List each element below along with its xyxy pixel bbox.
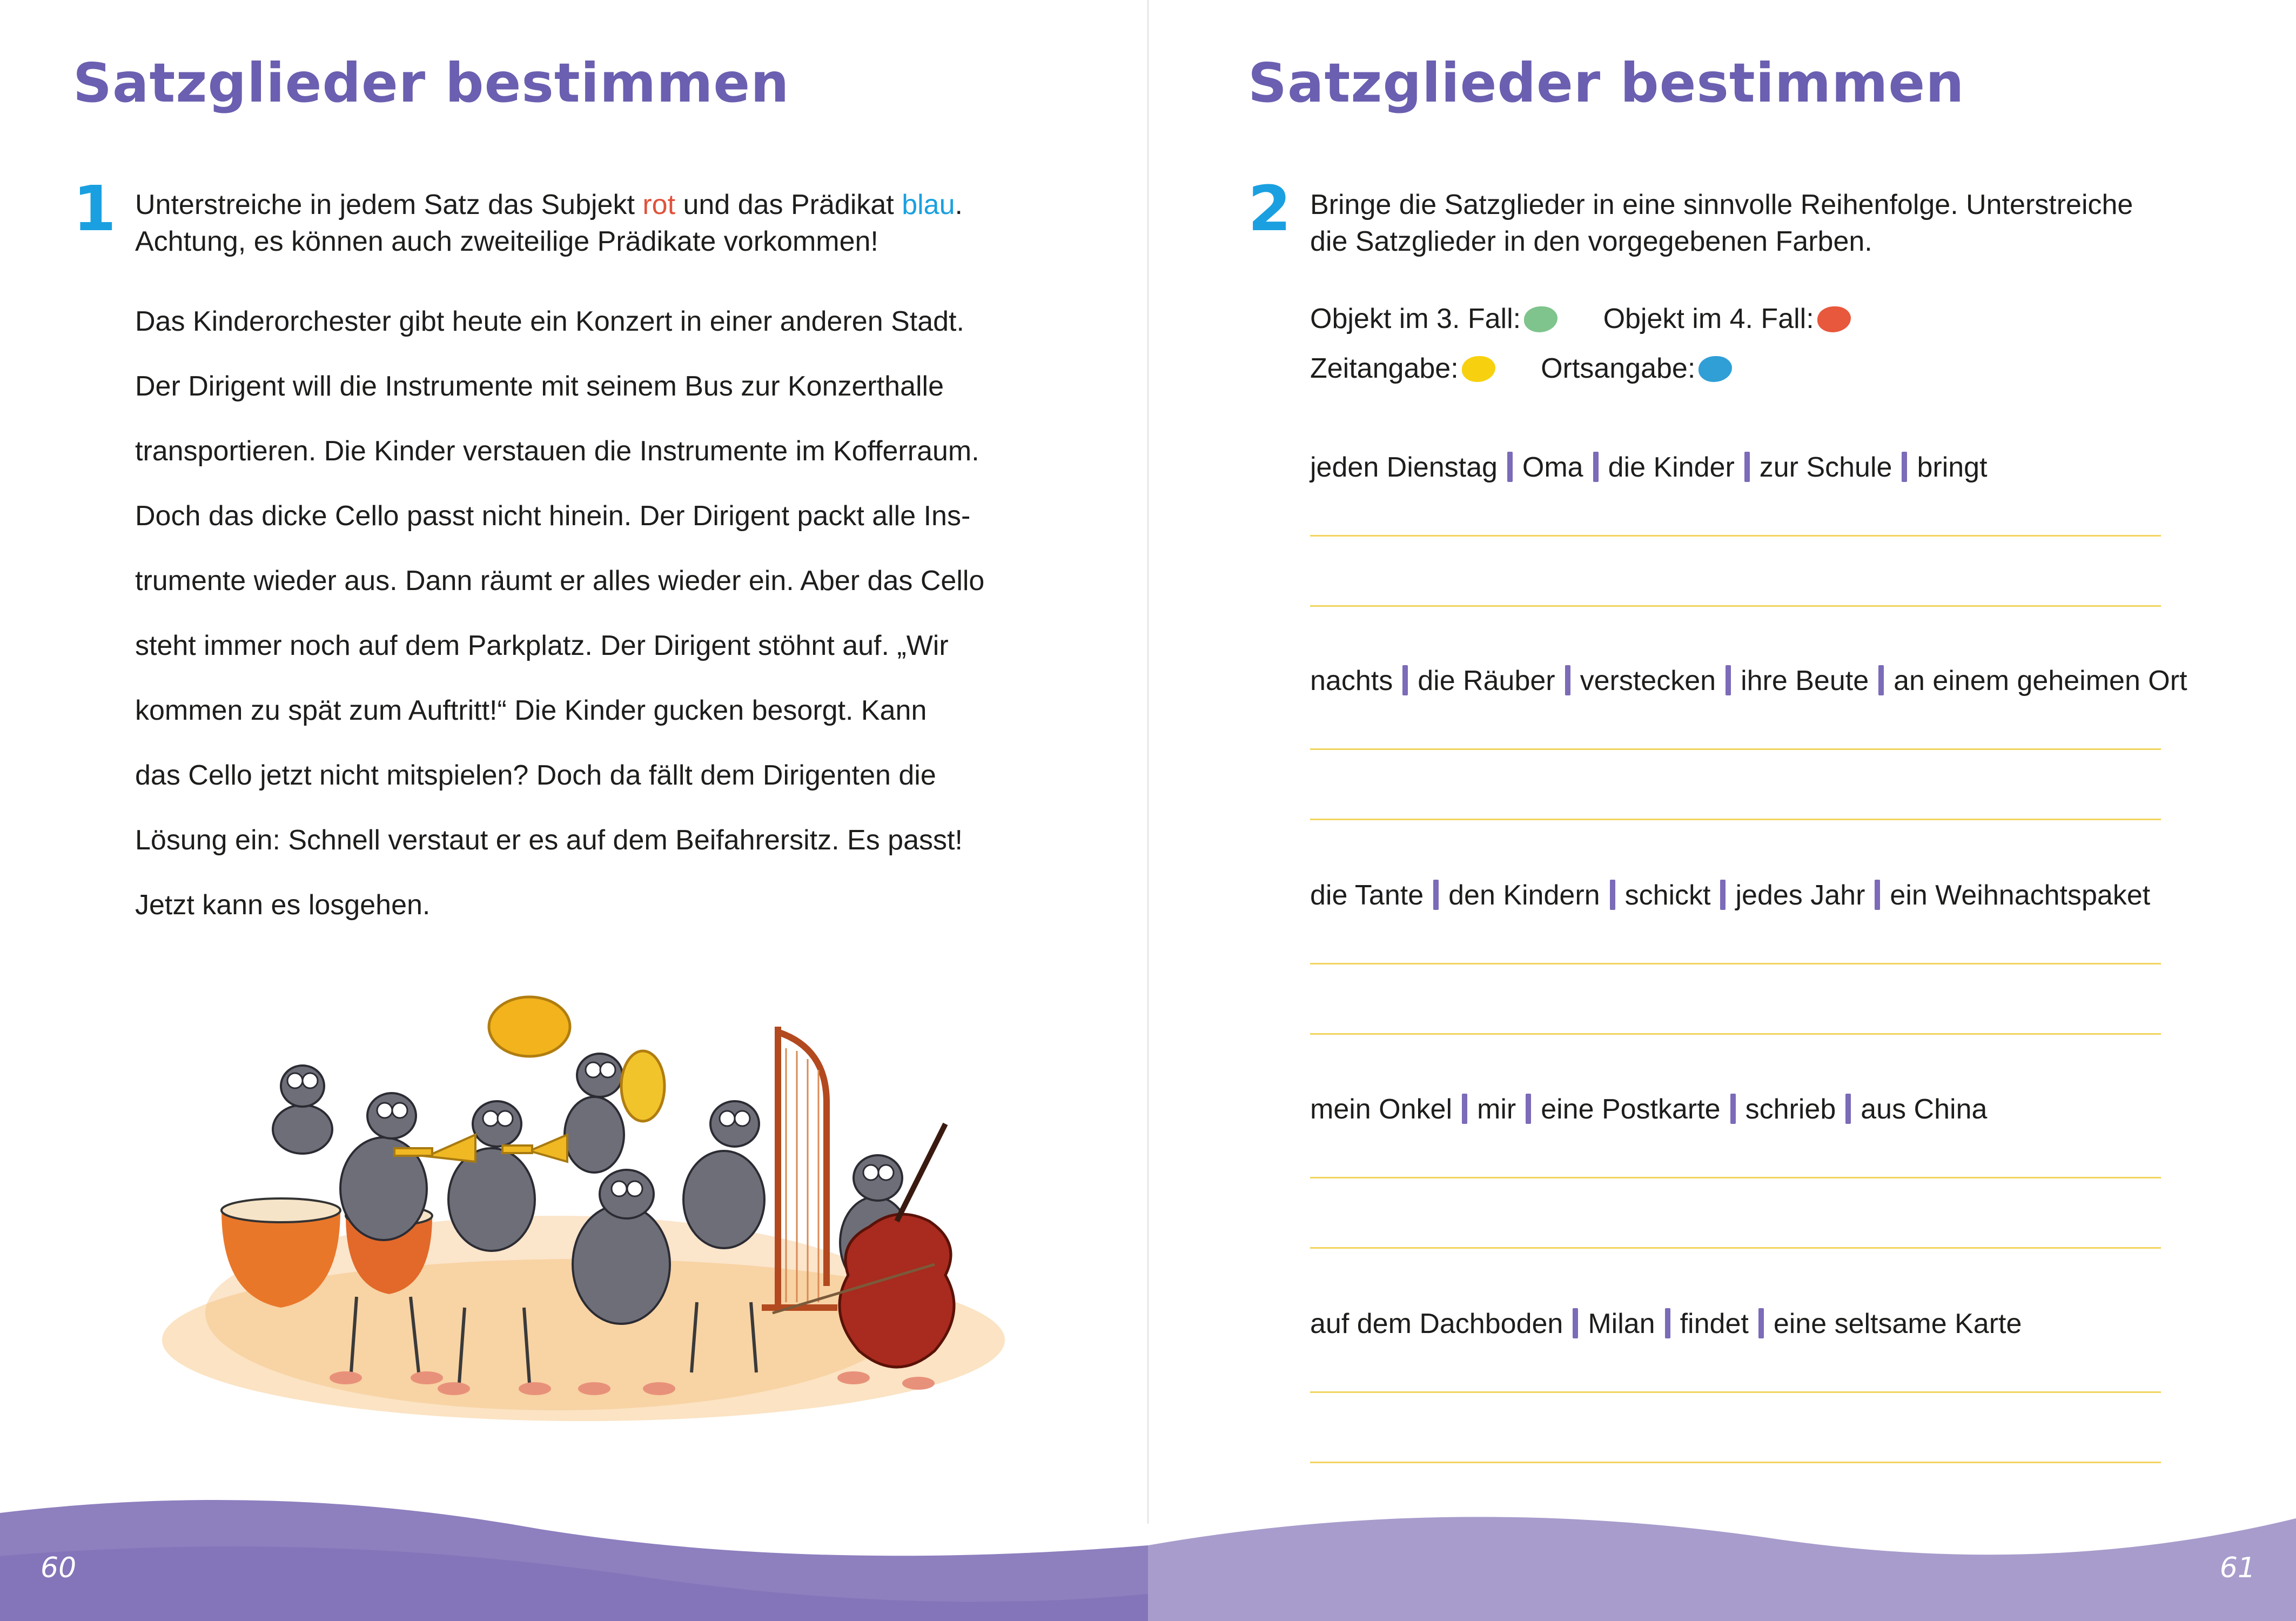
cymbal-icon <box>489 997 570 1056</box>
separator-bar <box>1610 880 1615 910</box>
instruction-line-2: die Satzglieder in den vorgegebenen Farben. <box>1310 226 1872 257</box>
sentence-part: ihre Beute <box>1741 665 1869 696</box>
page-number: 61 <box>2219 1552 2255 1584</box>
separator-bar <box>1402 665 1408 695</box>
blue-blob-icon <box>1698 356 1732 382</box>
separator-bar <box>1526 1094 1531 1124</box>
sentence-part: findet <box>1680 1308 1749 1339</box>
sentence-part: jedes Jahr <box>1735 880 1865 911</box>
exercise-item <box>1310 448 1988 486</box>
story-line: Jetzt kann es losgehen. <box>135 889 431 921</box>
exercise-item <box>1310 876 2150 914</box>
red-blob-icon <box>1817 306 1851 332</box>
page-title: Satzglieder bestimmen <box>73 51 790 115</box>
sentence-part: den Kindern <box>1448 880 1600 911</box>
separator-bar <box>1720 880 1726 910</box>
color-legend <box>1310 303 1889 402</box>
separator-bar <box>1878 665 1884 695</box>
story-line: Doch das dicke Cello passt nicht hinein. Der Dirigent packt alle Ins- <box>135 500 971 532</box>
instruction-line-1: Bringe die Satzglieder in eine sinnvolle Reihenfolge. Unterstreiche <box>1310 189 2133 220</box>
sentence-parts <box>1310 662 2187 700</box>
instruction-text: Unterstreiche in jedem Satz das Subjekt <box>135 189 643 220</box>
story-line: Das Kinderorchester gibt heute ein Konzert in einer anderen Stadt. <box>135 306 964 337</box>
instruction-blue-word: blau <box>902 189 955 220</box>
sentence-part: mir <box>1477 1094 1516 1125</box>
story-line: kommen zu spät zum Auftritt!“ Die Kinder gucken besorgt. Kann <box>135 695 927 726</box>
sentence-part: die Räuber <box>1418 665 1555 696</box>
right-page <box>1148 0 2296 1621</box>
writing-line[interactable] <box>1310 1391 2161 1393</box>
writing-line[interactable] <box>1310 963 2161 964</box>
separator-bar <box>1845 1094 1851 1124</box>
sentence-part: auf dem Dachboden <box>1310 1308 1563 1339</box>
legend-ort: Ortsangabe: <box>1541 352 1732 385</box>
story-line: trumente wieder aus. Dann räumt er alles wieder ein. Aber das Cello <box>135 565 985 597</box>
task-number: 1 <box>73 173 117 245</box>
sentence-part: Oma <box>1522 452 1583 483</box>
sentence-part: aus China <box>1861 1094 1988 1125</box>
separator-bar <box>1902 452 1907 482</box>
story-line: steht immer noch auf dem Parkplatz. Der Dirigent stöhnt auf. „Wir <box>135 630 949 661</box>
story-line: Der Dirigent will die Instrumente mit seinem Bus zur Konzerthalle <box>135 371 944 402</box>
yellow-blob-icon <box>1462 356 1495 382</box>
sentence-parts <box>1310 448 1988 486</box>
exercise-item <box>1310 662 2187 700</box>
instruction-line-2: Achtung, es können auch zweiteilige Prädikate vorkommen! <box>135 226 878 257</box>
page-number: 60 <box>41 1552 77 1584</box>
task-instruction <box>135 186 963 260</box>
separator-bar <box>1875 880 1880 910</box>
ant-orchestra-illustration <box>151 962 1016 1437</box>
sentence-parts <box>1310 876 2150 914</box>
sentence-part: an einem geheimen Ort <box>1894 665 2187 696</box>
sentence-parts <box>1310 1090 1987 1128</box>
page-title: Satzglieder bestimmen <box>1248 51 1965 115</box>
separator-bar <box>1730 1094 1736 1124</box>
sentence-part: schrieb <box>1745 1094 1836 1125</box>
legend-objekt3: Objekt im 3. Fall: <box>1310 303 1557 335</box>
separator-bar <box>1726 665 1731 695</box>
instruction-red-word: rot <box>642 189 676 220</box>
writing-line[interactable] <box>1310 819 2161 820</box>
writing-line[interactable] <box>1310 748 2161 750</box>
separator-bar <box>1462 1094 1467 1124</box>
writing-line[interactable] <box>1310 1033 2161 1035</box>
sentence-part: schickt <box>1624 880 1711 911</box>
writing-line[interactable] <box>1310 1177 2161 1178</box>
sentence-part: mein Onkel <box>1310 1094 1452 1125</box>
story-text <box>135 303 984 951</box>
bottom-wave-decoration <box>0 1459 2296 1621</box>
sentence-part: zur Schule <box>1759 452 1892 483</box>
sentence-part: eine seltsame Karte <box>1773 1308 2022 1339</box>
story-line: transportieren. Die Kinder verstauen die Instrumente im Kofferraum. <box>135 436 979 467</box>
sentence-part: Milan <box>1588 1308 1655 1339</box>
separator-bar <box>1433 880 1439 910</box>
separator-bar <box>1593 452 1599 482</box>
writing-line[interactable] <box>1310 535 2161 537</box>
separator-bar <box>1744 452 1750 482</box>
separator-bar <box>1758 1308 1764 1338</box>
legend-zeit: Zeitangabe: <box>1310 352 1495 385</box>
sentence-parts <box>1310 1305 2022 1343</box>
instruction-text: und das Prädikat <box>675 189 902 220</box>
writing-line[interactable] <box>1310 605 2161 607</box>
sentence-part: die Tante <box>1310 880 1424 911</box>
task-number: 2 <box>1248 173 1292 245</box>
instruction-text: . <box>955 189 963 220</box>
sentence-part: bringt <box>1917 452 1988 483</box>
sentence-part: jeden Dienstag <box>1310 452 1498 483</box>
story-line: Lösung ein: Schnell verstaut er es auf dem Beifahrersitz. Es passt! <box>135 825 963 856</box>
task-instruction <box>1310 186 2133 260</box>
separator-bar <box>1665 1308 1670 1338</box>
sentence-part: die Kinder <box>1608 452 1735 483</box>
exercise-item <box>1310 1305 2022 1343</box>
writing-line[interactable] <box>1310 1247 2161 1249</box>
story-line: das Cello jetzt nicht mitspielen? Doch da fällt dem Dirigenten die <box>135 760 936 791</box>
exercise-item <box>1310 1090 1987 1128</box>
sentence-part: eine Postkarte <box>1541 1094 1721 1125</box>
separator-bar <box>1573 1308 1578 1338</box>
sentence-part: nachts <box>1310 665 1393 696</box>
green-blob-icon <box>1524 306 1557 332</box>
legend-objekt4: Objekt im 4. Fall: <box>1603 303 1851 335</box>
separator-bar <box>1507 452 1513 482</box>
separator-bar <box>1565 665 1570 695</box>
sentence-part: ein Weihnachtspaket <box>1890 880 2151 911</box>
sentence-part: verstecken <box>1580 665 1716 696</box>
